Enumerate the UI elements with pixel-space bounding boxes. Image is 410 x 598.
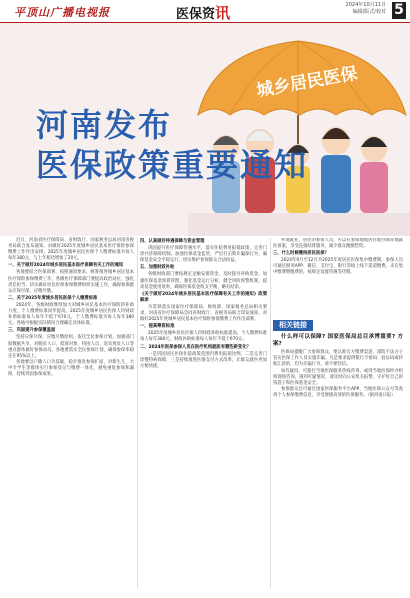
page-header	[0, 0, 410, 23]
article-paragraph: 各地要结合医保部署，按照通知要求，统筹推进城乡居民基本医疗保险参保缴费工作。各级医疗保障部门要提高政治站位，强化责任担当，切实做好居民医保参保缴费组织实施工作，确保参保群众应保尽保、应缴尽缴。	[8, 270, 134, 294]
date-line-2: 编辑/版式/校对	[352, 9, 386, 15]
umbrella-banner-text: 城乡居民医保	[255, 63, 359, 102]
section-title	[176, 2, 230, 23]
article-paragraph: 坚持应保尽保、应缴尽缴原则，依托全民参保计划，加强部门间数据共享，对脱贫人口、低保对象、特困人员、返贫致贫人口等重点群体做好参保动员。各地要落实全民参保计划，确保参保率稳定在95%以上。	[8, 335, 134, 359]
article-body	[0, 238, 410, 598]
hero-banner	[0, 23, 410, 236]
masthead: 平顶山广播电视报	[14, 6, 110, 19]
article-paragraph: 各级财政部门要按规定足额安排资金，及时拨付补助资金。加强医保基金预算管理，强化基金运行分析，健全风险预警机制，提高基金使用效率，确保医保基金收支平衡、略有结余。	[140, 272, 267, 290]
dateline	[316, 2, 386, 16]
article-column-3-upper	[273, 238, 403, 316]
date-line-1: 2024年10月11日	[345, 2, 386, 8]
article-subheading: 二、2024年医保参保人员在医疗机构就医有哪些新变化？	[140, 344, 251, 350]
article-subheading: 二、关于2025年度城乡居民医保个人缴费标准	[8, 295, 98, 301]
article-paragraph: 近日，河南省医疗保障局、省财政厅、国家税务总局河南省税务局联合发布通知，对做好2025年度城乡居民基本医疗保险参保缴费工作作出安排。2025年度城乡居民医保个人缴费标准为每人每年380元，与上年相比增加了20元。	[8, 238, 134, 262]
related-links-tag: 相关链接	[273, 320, 313, 331]
hero-title-line-1: 河南发布	[36, 106, 173, 144]
article-paragraph: 2024年，各级财政继续加大对城乡居民基本医疗保险的补助力度，个人缴费标准同步提高。2025年度城乡居民医保人均财政补助标准每人每年不低于670元，个人缴费标准为每人每年380元。各地可根据实际情况合理确定具体标准。	[8, 302, 134, 327]
article-paragraph: 2025年度城乡居民医保人均财政补助标准提高，个人缴费标准每人每年380元，财政补助标准每人每年不低于670元。	[140, 331, 267, 343]
article-column-1	[8, 238, 134, 379]
article-subheading: 《关于做好2024年城乡居民基本医疗保障有关工作的通知》政策解读	[140, 291, 267, 303]
article-paragraph: 为贯彻落实国家医疗保障局、财政部、国家税务总局相关要求，河南省医疗保障局会同省财政厅、省税务局联合印发通知，对做好2025年度城乡居民基本医疗保险参保缴费工作作出部署。	[140, 304, 267, 323]
article-paragraph: 医保局提醒广大参保群众，要认准官方缴费渠道，谨防不法分子冒充医保工作人员实施诈骗。凡是要求提供银行卡密码、验证码或转账汇款的，均为诈骗行为，请不要轻信。	[273, 350, 403, 368]
article-paragraph: 各地要以户籍人口为基础，稳步推进参保扩面，对新生儿、大中专学生等群体实行参保登记与缴费一体化，避免重复参保和漏保，持续巩固参保成果。	[8, 360, 134, 378]
article-subheading: 三、什么时候缴纳居民医保？	[273, 251, 329, 257]
article-column-3-lower	[273, 334, 403, 399]
page-number: 5	[392, 2, 406, 19]
article-paragraph: 外地就业、居住的参保人员，可以在参保地或居住地办理异地就医备案，享受直接结算服务，减少群众跑腿垫资。	[273, 238, 403, 250]
article-paragraph: 如有疑问，可拨打当地医保服务热线咨询，或到当地医保经办机构现场咨询。遇到可疑情况，请及时向公安机关报警，守护好自己的钱袋子和医保基金安全。	[273, 368, 403, 386]
article-paragraph: 一是巩固居民医保住院政策范围内费用报销比例，二是完善门诊慢特病保障，三是持续推进医保支付方式改革，让群众就医更加方便快捷。	[140, 351, 267, 369]
article-column-2	[140, 238, 267, 370]
section-title-prefix: 医保资	[176, 7, 216, 22]
article-paragraph: 2024年9月至12月为2025年度居民医保集中缴费期，参保人员可通过税务APP、微信、支付宝、银行等线上线下渠道缴费。未在集中缴费期缴费的，按规定设置待遇等待期。	[273, 258, 403, 276]
article-subheading: 一、关于做好2024年城乡居民基本医疗保障有关工作的通知	[8, 263, 124, 269]
hero-title-line-2: 医保政策重要通知	[36, 146, 309, 184]
article-subheading: 一、提高筹资标准	[140, 324, 175, 330]
hero-title	[36, 105, 308, 185]
related-links-box	[273, 320, 403, 331]
article-subheading: 五、加强财政补助	[140, 265, 175, 271]
section-title-suffix: 讯	[215, 4, 231, 22]
article-subheading: 四、认真做好待遇保障与资金管理	[140, 239, 205, 244]
article-column-3	[273, 238, 403, 400]
article-paragraph: 参保群众还可通过国家医保服务平台APP、当地医保公众号等查询个人参保缴费信息，享受便捷高效的医保服务。（据河南日报）	[273, 387, 403, 399]
article-paragraph: 巩固提升医疗保障待遇水平，落实住院费用报销政策，完善门诊共济保障机制。加强医保基金监管，严厉打击欺诈骗保行为，确保基金安全平稳运行，切实维护参保群众合法权益。	[140, 246, 267, 264]
faq-heading: 什么样可以保障? 国家医保局总目承博重要? 方案?	[273, 334, 403, 347]
article-subheading: 三、巩固提升参保覆盖面	[8, 328, 56, 334]
